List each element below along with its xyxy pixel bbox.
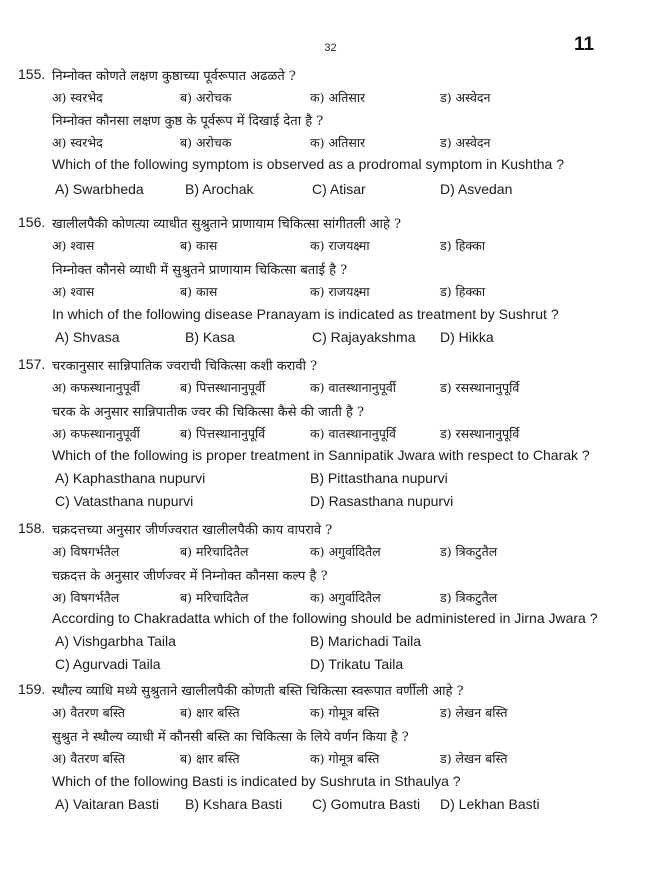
question-text-marathi: खालीलपैकी कोणत्या व्याधीत सुश्रुताने प्राणायाम चिकित्सा सांगीतली आहे ?: [52, 217, 401, 232]
option-c-marathi: क) अगुर्वादितैल: [310, 544, 381, 559]
option-b-hindi: ब) मरिचादितैल: [180, 590, 249, 605]
option-b-english: B) Pittasthana nupurvi: [310, 470, 448, 486]
option-d-hindi: ड) त्रिकटुतैल: [440, 590, 498, 605]
question-number: 158.: [18, 520, 46, 536]
option-b-marathi: ब) कास: [180, 238, 218, 253]
option-c-english: C) Gomutra Basti: [312, 796, 421, 812]
option-c-marathi: क) राजयक्ष्मा: [310, 238, 370, 253]
option-a-hindi: अ) श्वास: [52, 284, 95, 299]
option-a-marathi: अ) विषगर्भतैल: [52, 544, 120, 559]
option-a-hindi: अ) विषगर्भतैल: [52, 590, 120, 605]
option-a-english: A) Vaitaran Basti: [55, 796, 160, 812]
option-a-english: A) Kaphasthana nupurvi: [55, 470, 206, 486]
option-a-marathi: अ) कफस्थानानुपूर्वी: [52, 380, 140, 395]
option-c-marathi: क) अतिसार: [310, 90, 366, 105]
option-d-english: D) Asvedan: [440, 181, 513, 197]
question-text-english: Which of the following Basti is indicated by Sushruta in Sthaulya ?: [52, 773, 461, 789]
option-a-hindi: अ) कफस्थानानुपूर्वी: [52, 426, 140, 441]
option-d-english: D) Lekhan Basti: [440, 796, 540, 812]
option-d-marathi: ड) त्रिकटुतैल: [440, 544, 498, 559]
option-c-hindi: क) राजयक्ष्मा: [310, 284, 370, 299]
option-b-english: B) Arochak: [185, 181, 254, 197]
option-b-hindi: ब) अरोचक: [180, 135, 232, 150]
option-c-hindi: क) गोमूत्र बस्ति: [310, 751, 380, 766]
question-text-hindi: निम्नोक्त कौनसे व्याधी में सुश्रुतने प्राणायाम चिकित्सा बताई है ?: [52, 263, 348, 278]
option-d-marathi: ड) लेखन बस्ति: [440, 705, 508, 720]
question-number: 157.: [18, 356, 46, 372]
option-d-hindi: ड) अस्वेदन: [440, 135, 491, 150]
option-c-marathi: क) वातस्थानानुपूर्वी: [310, 380, 397, 395]
option-d-english: D) Rasasthana nupurvi: [310, 493, 454, 509]
option-d-hindi: ड) रसस्थानानुपूर्वि: [440, 426, 520, 441]
option-c-english: C) Agurvadi Taila: [55, 656, 161, 672]
option-a-english: A) Vishgarbha Taila: [55, 633, 176, 649]
option-d-marathi: ड) अस्वेदन: [440, 90, 491, 105]
option-b-english: B) Kasa: [185, 329, 235, 345]
option-c-english: C) Atisar: [312, 181, 366, 197]
option-d-english: D) Hikka: [440, 329, 494, 345]
option-a-marathi: अ) श्वास: [52, 238, 95, 253]
question-text-hindi: चक्रदत्त के अनुसार जीर्णज्वर में निम्नोक्त कौनसा कल्प है ?: [52, 569, 328, 584]
option-a-marathi: अ) वैतरण बस्ति: [52, 705, 125, 720]
option-d-hindi: ड) हिक्का: [440, 284, 486, 299]
question-text-english: Which of the following symptom is observed as a prodromal symptom in Kushtha ?: [52, 156, 565, 172]
option-b-marathi: ब) अरोचक: [180, 90, 232, 105]
option-a-english: A) Shvasa: [55, 329, 120, 345]
option-b-english: B) Kshara Basti: [185, 796, 283, 812]
option-b-marathi: ब) क्षार बस्ति: [180, 705, 240, 720]
option-d-english: D) Trikatu Taila: [310, 656, 404, 672]
question-text-hindi: निम्नोक्त कौनसा लक्षण कुष्ठ के पूर्वरूप में दिखाई देता है ?: [52, 114, 324, 129]
option-b-marathi: ब) मरिचादितैल: [180, 544, 249, 559]
page-number: 32: [324, 42, 337, 54]
option-d-hindi: ड) लेखन बस्ति: [440, 751, 508, 766]
question-text-marathi: चक्रदत्तच्या अनुसार जीर्णज्वरात खालीलपैकी काय वापरावे ?: [52, 523, 333, 538]
option-b-hindi: ब) कास: [180, 284, 218, 299]
option-c-marathi: क) गोमूत्र बस्ति: [310, 705, 380, 720]
question-text-english: According to Chakradatta which of the following should be administered in Jirna Jwara ?: [52, 610, 598, 626]
question-text-english: In which of the following disease Pranayam is indicated as treatment by Sushrut ?: [52, 306, 559, 322]
option-b-english: B) Marichadi Taila: [310, 633, 422, 649]
question-text-hindi: चरक के अनुसार सान्निपातीक ज्वर की चिकित्सा कैसे की जाती है ?: [52, 405, 365, 420]
option-d-marathi: ड) हिक्का: [440, 238, 486, 253]
question-number: 159.: [18, 681, 46, 697]
question-text-hindi: सुश्रुत ने स्थौल्य व्याधी में कौनसी बस्ति का चिकित्सा के लिये वर्णन किया है ?: [52, 730, 409, 745]
question-text-marathi: निम्नोक्त कोणते लक्षण कुष्ठाच्या पूर्वरूपात अढळते ?: [52, 69, 296, 84]
option-a-english: A) Swarbheda: [55, 181, 144, 197]
option-c-english: C) Rajayakshma: [312, 329, 416, 345]
set-code: 11: [574, 34, 595, 55]
option-a-marathi: अ) स्वरभेद: [52, 90, 103, 105]
option-c-hindi: क) अतिसार: [310, 135, 366, 150]
option-b-hindi: ब) पित्तस्थानानुपूर्वि: [180, 426, 266, 441]
option-c-english: C) Vatasthana nupurvi: [55, 493, 194, 509]
option-b-hindi: ब) क्षार बस्ति: [180, 751, 240, 766]
question-text-marathi: स्थौल्य व्याधि मध्ये सुश्रुताने खालीलपैकी कोणती बस्ति चिकित्सा स्वरूपात वर्णीली आहे ?: [52, 684, 464, 699]
question-text-english: Which of the following is proper treatment in Sannipatik Jwara with respect to Charak ?: [52, 447, 590, 463]
option-b-marathi: ब) पित्तस्थानानुपूर्वी: [180, 380, 266, 395]
option-a-hindi: अ) वैतरण बस्ति: [52, 751, 125, 766]
option-a-hindi: अ) स्वरभेद: [52, 135, 103, 150]
option-c-hindi: क) वातस्थानानुपूर्वि: [310, 426, 397, 441]
option-d-marathi: ड) रसस्थानानुपूर्वि: [440, 380, 520, 395]
option-c-hindi: क) अगुर्वादितैल: [310, 590, 381, 605]
question-text-marathi: चरकानुसार सान्निपातिक ज्वराची चिकित्सा कशी करावी ?: [52, 359, 318, 374]
question-number: 155.: [18, 66, 46, 82]
question-number: 156.: [18, 214, 46, 230]
